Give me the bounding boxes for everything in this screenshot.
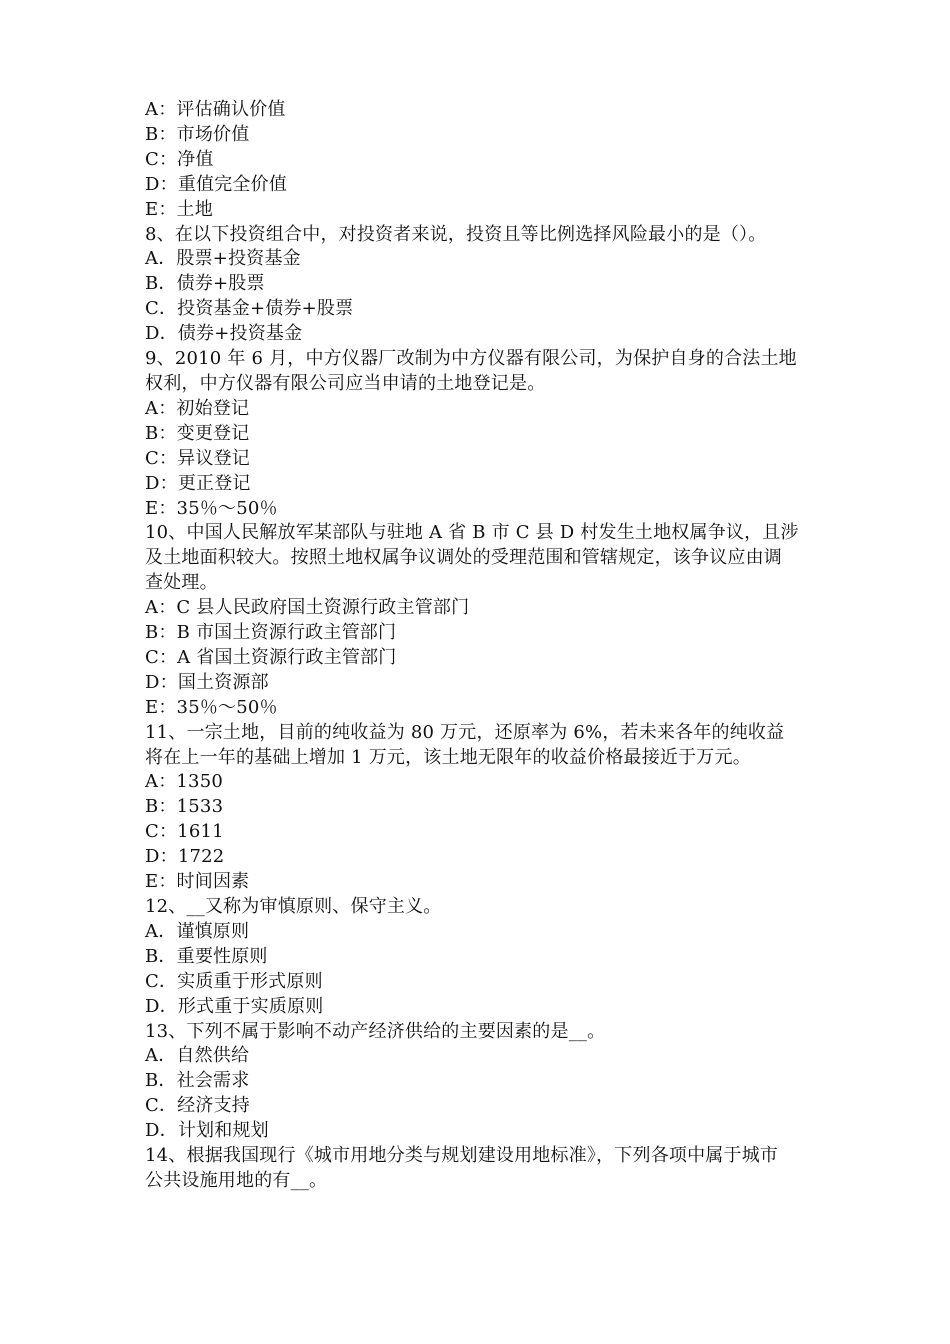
question-line: 10、中国人民解放军某部队与驻地 A 省 B 市 C 县 D 村发生土地权属争议，且涉	[145, 522, 799, 544]
question-line: 及土地面积较大。按照土地权属争议调处的受理范围和管辖规定，该争议应由调	[145, 547, 782, 569]
option-line: C：异议登记	[145, 447, 250, 469]
question-line: 权利，中方仪器有限公司应当申请的土地登记是。	[145, 372, 546, 394]
question-line: 公共设施用地的有__。	[145, 1169, 328, 1191]
option-line: B：1533	[145, 796, 224, 818]
option-line: A：1350	[145, 771, 224, 793]
option-line: C：净值	[145, 148, 214, 170]
option-line: A：评估确认价值	[145, 99, 286, 120]
question-line: 将在上一年的基础上增加 1 万元，该土地无限年的收益价格最接近于万元。	[145, 746, 751, 768]
option-line: E：时间因素	[145, 871, 250, 893]
question-line: 12、__又称为审慎原则、保守主义。	[145, 896, 442, 917]
option-line: B．社会需求	[145, 1070, 250, 1092]
question-line: 14、根据我国现行《城市用地分类与规划建设用地标准》，下列各项中属于城市	[145, 1145, 779, 1167]
option-line: D：国土资源部	[145, 671, 269, 693]
option-line: D．债券+投资基金	[145, 323, 303, 345]
question-line: 查处理。	[145, 572, 218, 594]
question-line: 8、在以下投资组合中，对投资者来说，投资且等比例选择风险最小的是（）。	[145, 223, 767, 245]
question-line: 11、一宗土地，目前的纯收益为 80 万元，还原率为 6%，若未来各年的纯收益	[145, 721, 785, 743]
option-line: A．股票+投资基金	[145, 248, 301, 270]
question-line: 13、下列不属于影响不动产经济供给的主要因素的是__。	[145, 1020, 606, 1042]
option-line: A．谨慎原则	[145, 920, 250, 942]
question-list	[145, 98, 810, 1194]
option-line: C．经济支持	[145, 1095, 250, 1117]
option-line: D．形式重于实质原则	[145, 995, 324, 1017]
option-line: C．投资基金+债券+股票	[145, 298, 354, 320]
option-line: E：35％～50％	[145, 696, 278, 718]
option-line: E：土地	[145, 198, 213, 220]
option-line: D．计划和规划	[145, 1120, 269, 1142]
option-line: B．重要性原则	[145, 945, 268, 967]
option-line: D：1722	[145, 846, 225, 868]
option-line: B：B 市国土资源行政主管部门	[145, 622, 397, 644]
option-line: D：更正登记	[145, 472, 251, 494]
option-line: B．债券+股票	[145, 273, 265, 295]
question-line: 9、2010 年 6 月，中方仪器厂改制为中方仪器有限公司，为保护自身的合法土地	[145, 348, 797, 370]
option-line: B：变更登记	[145, 422, 250, 444]
option-line: D：重值完全价值	[145, 173, 288, 195]
option-line: C：A 省国土资源行政主管部门	[145, 646, 397, 668]
option-line: A．自然供给	[145, 1045, 250, 1067]
option-line: C：1611	[145, 821, 224, 843]
option-line: C．实质重于形式原则	[145, 970, 323, 992]
option-line: A：初始登记	[145, 397, 250, 419]
option-line: B：市场价值	[145, 123, 250, 145]
option-line: E：35％～50％	[145, 497, 278, 519]
option-line: A：C 县人民政府国土资源行政主管部门	[145, 597, 470, 619]
